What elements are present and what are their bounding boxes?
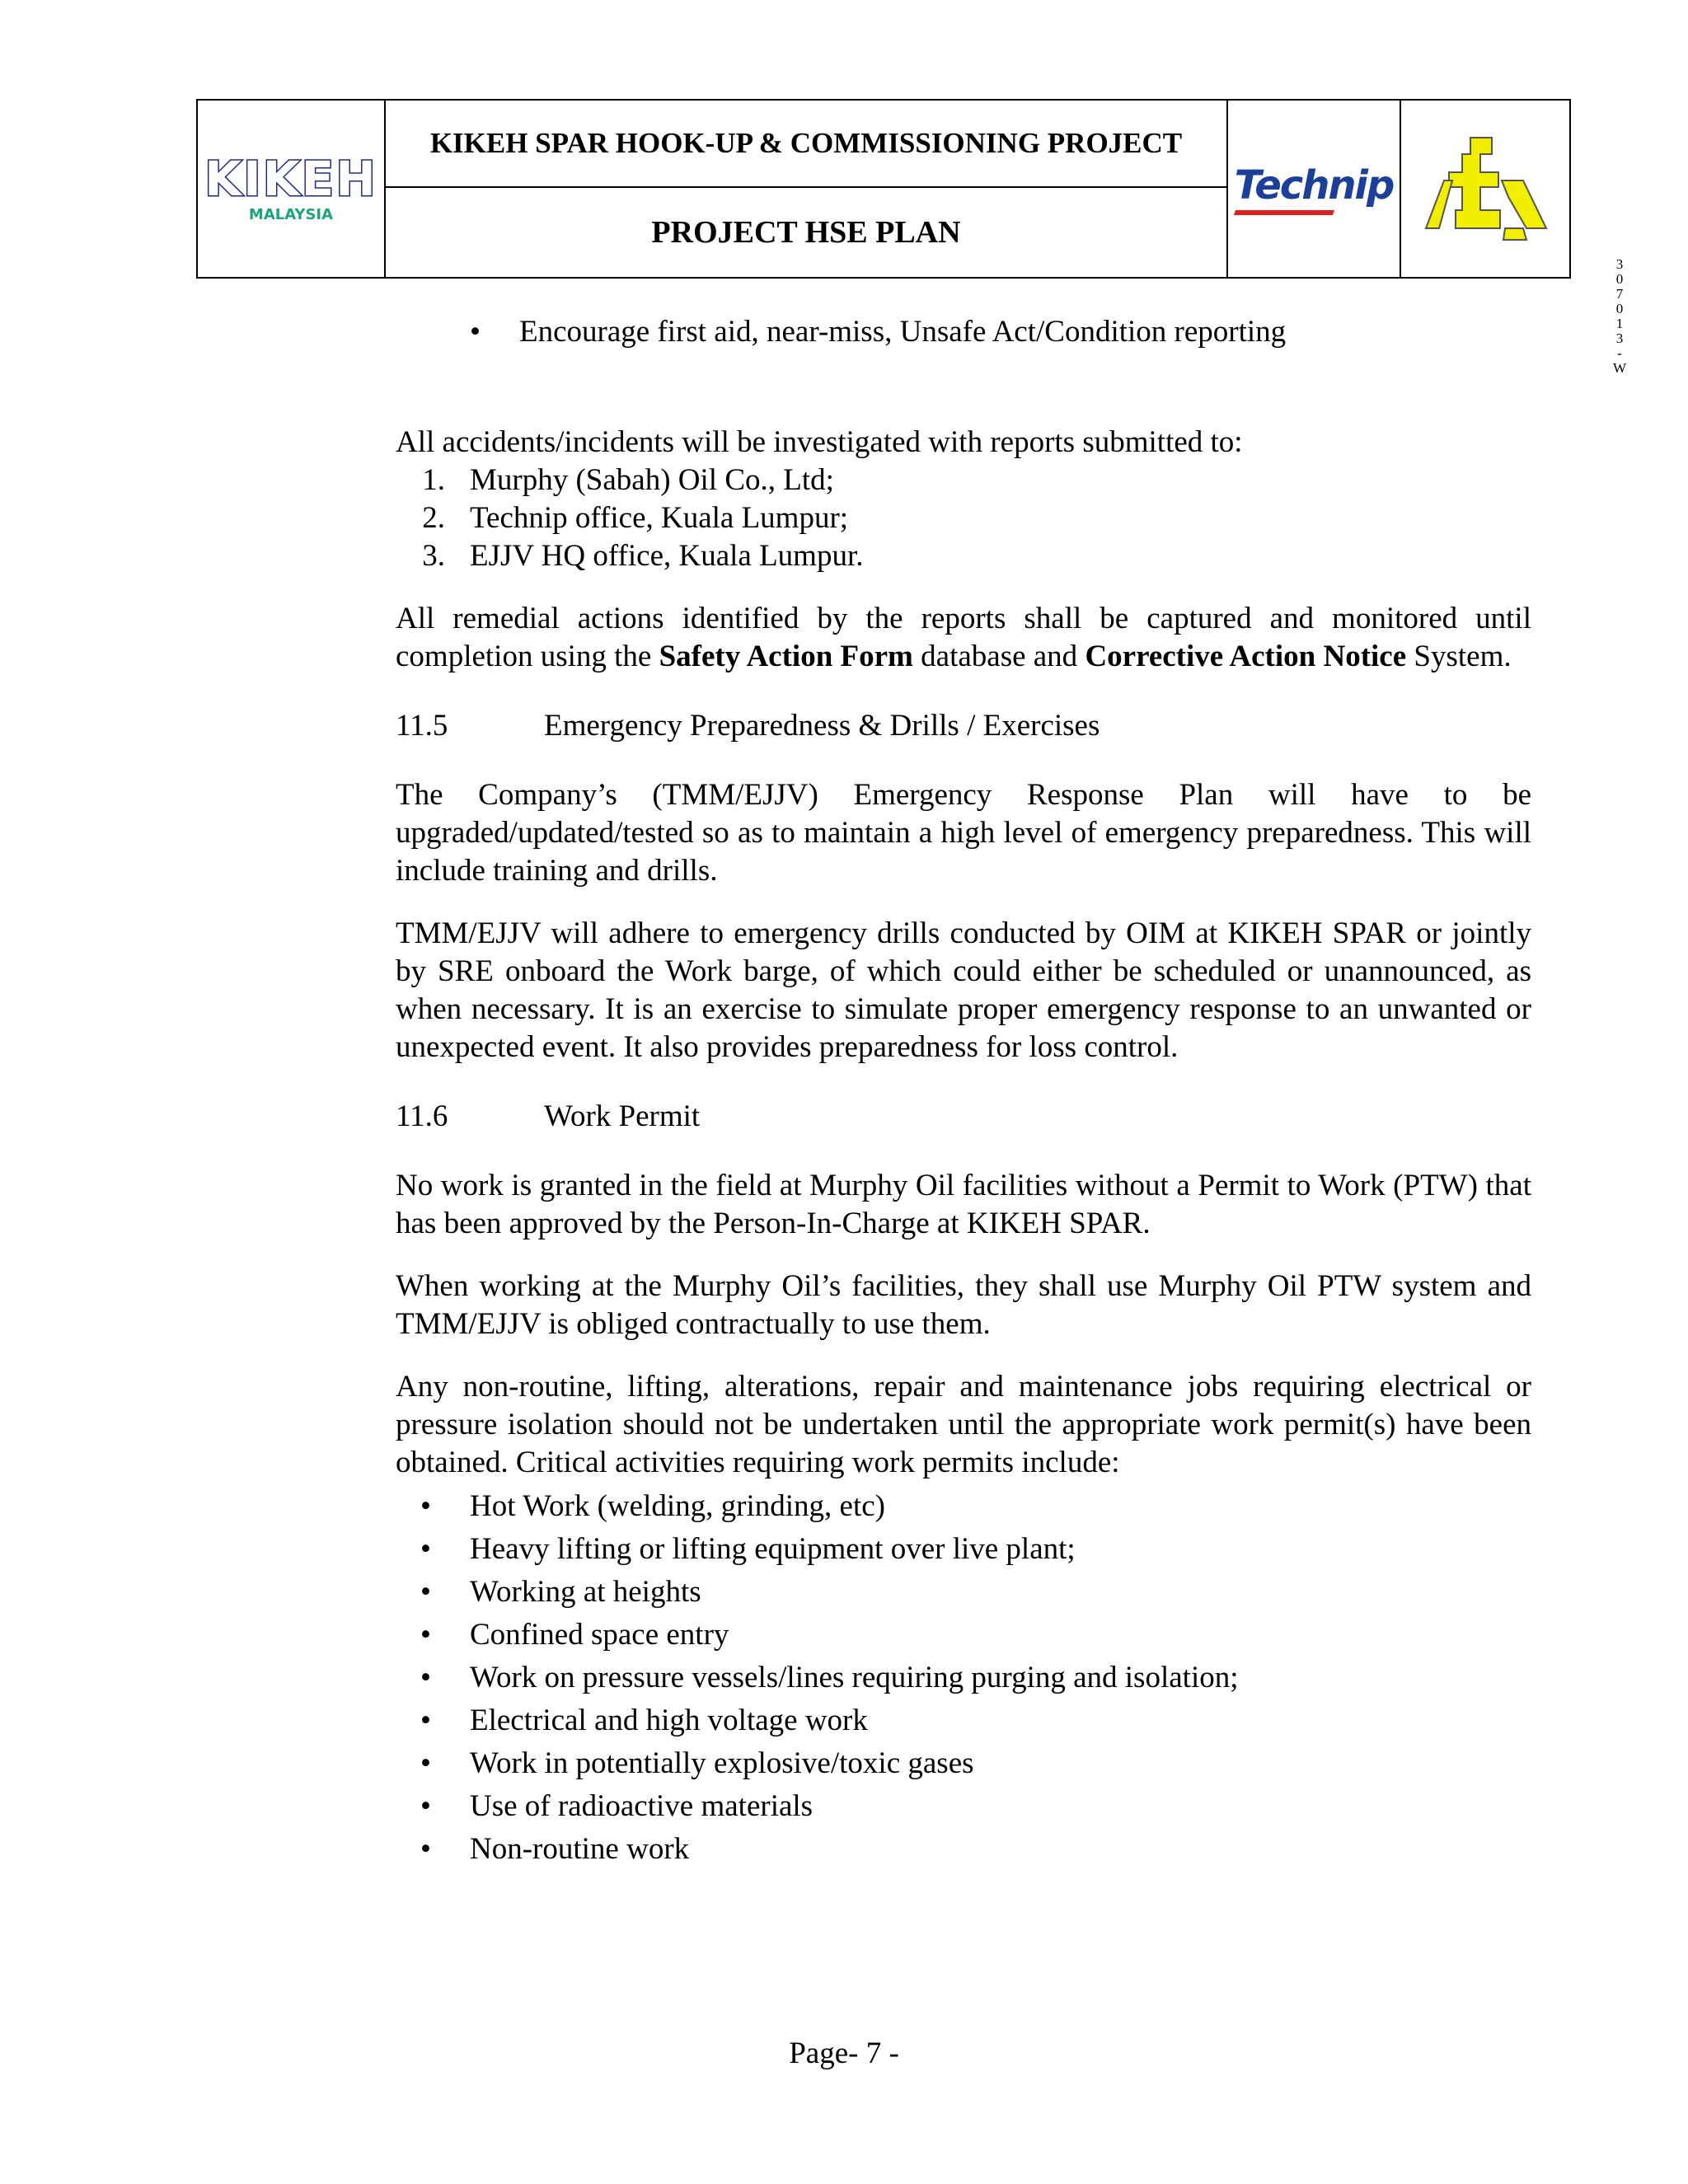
header-titles xyxy=(386,101,1228,277)
technip-logo-cell xyxy=(1228,101,1401,277)
side-code-char: 0 xyxy=(1615,301,1624,316)
top-bullet-text: Encourage first aid, near-miss, Unsafe Act/Condition reporting xyxy=(519,315,1287,349)
list-number: 2. xyxy=(422,501,445,535)
section-title: Work Permit xyxy=(544,1099,701,1133)
remedial-paragraph xyxy=(396,600,1531,676)
technip-logo-bar xyxy=(1234,210,1334,215)
side-code-char: W xyxy=(1612,360,1627,376)
section-number: 11.5 xyxy=(396,709,448,743)
section-number: 11.6 xyxy=(396,1099,448,1133)
kikeh-logo-cell xyxy=(198,101,386,277)
document-body xyxy=(396,313,1531,1871)
side-code-char: 7 xyxy=(1615,286,1624,302)
section-title: Emergency Preparedness & Drills / Exercises xyxy=(544,709,1100,743)
side-code-char: 0 xyxy=(1615,271,1624,287)
list-text: Work on pressure vessels/lines requiring purging and isolation; xyxy=(470,1661,1239,1694)
side-code-char: 3 xyxy=(1615,330,1624,346)
bullet-icon: • xyxy=(420,1489,431,1523)
technip-logo xyxy=(1235,162,1394,215)
list-item xyxy=(420,1828,1531,1871)
plan-title: PROJECT HSE PLAN xyxy=(651,215,961,250)
kikeh-logo xyxy=(204,150,377,223)
list-text: Heavy lifting or lifting equipment over live plant; xyxy=(470,1532,1076,1566)
list-item xyxy=(420,1785,1531,1828)
list-item xyxy=(420,1571,1531,1614)
list-item xyxy=(420,1528,1531,1571)
list-number: 1. xyxy=(422,463,445,497)
page-number: Page- 7 - xyxy=(789,2036,899,2070)
bullet-icon: • xyxy=(420,1746,431,1780)
list-text: Technip office, Kuala Lumpur; xyxy=(470,501,849,535)
kikeh-logo-subtext: MALAYSIA xyxy=(248,205,334,223)
drills-paragraph: TMM/EJJV will adhere to emergency drills conducted by OIM at KIKEH SPAR or jointly by SRE onboard the Work barge, of which could either be scheduled or unannounced, as when necessary. It is an exercise to simulate proper emergency response to an unwanted or unexpected event. It also provides preparedness for loss control. xyxy=(396,916,1531,1064)
list-item xyxy=(420,1657,1531,1699)
list-text: EJJV HQ office, Kuala Lumpur. xyxy=(470,539,864,573)
side-document-code xyxy=(1611,257,1628,376)
list-item xyxy=(420,1485,1531,1528)
list-number: 3. xyxy=(422,539,445,573)
investigation-intro: All accidents/incidents will be investigated with reports submitted to: xyxy=(396,425,1243,459)
project-title: KIKEH SPAR HOOK-UP & COMMISSIONING PROJECT xyxy=(386,101,1226,188)
remedial-text: All remedial actions identified by the reports shall be captured and monitored until completion using the xyxy=(396,602,1531,673)
list-item xyxy=(420,1699,1531,1742)
list-text: Electrical and high voltage work xyxy=(470,1704,868,1737)
nonroutine-paragraph: Any non-routine, lifting, alterations, repair and maintenance jobs requiring electrical or pressure isolation should not be undertaken until the appropriate work permit(s) have been obtained. Critical activities requiring work permits include: xyxy=(396,1370,1531,1479)
corrective-action-notice-term: Corrective Action Notice xyxy=(1085,640,1407,673)
side-code-char: 3 xyxy=(1615,256,1624,272)
list-text: Use of radioactive materials xyxy=(470,1789,814,1823)
list-item xyxy=(420,1614,1531,1657)
list-item xyxy=(420,1742,1531,1785)
safety-action-form-term: Safety Action Form xyxy=(659,640,913,673)
side-code-char: - xyxy=(1617,345,1622,361)
list-text: Hot Work (welding, grinding, etc) xyxy=(470,1489,885,1523)
bullet-icon: • xyxy=(420,1704,431,1737)
list-text: Non-routine work xyxy=(470,1832,690,1866)
remedial-text: database and xyxy=(912,640,1085,673)
murphy-ptw-paragraph: When working at the Murphy Oil’s facilities, they shall use Murphy Oil PTW system and TMM/EJJV is obliged contractually to use them. xyxy=(396,1269,1531,1341)
ejjv-logo-cell xyxy=(1401,101,1569,277)
bullet-icon: • xyxy=(470,315,481,349)
erp-paragraph: The Company’s (TMM/EJJV) Emergency Response Plan will have to be upgraded/updated/tested so as to maintain a high level of emergency preparedness. This will include training and drills. xyxy=(396,778,1531,888)
list-text: Confined space entry xyxy=(470,1618,729,1652)
list-item xyxy=(470,313,1531,351)
document-header xyxy=(196,99,1571,279)
bullet-icon: • xyxy=(420,1575,431,1609)
side-code-char: 1 xyxy=(1615,316,1624,331)
ptw-paragraph: No work is granted in the field at Murphy Oil facilities without a Permit to Work (PTW) that has been approved by the Person-In-Charge at KIKEH SPAR. xyxy=(396,1169,1531,1240)
ejjv-logo-icon xyxy=(1419,131,1551,246)
report-recipient-list xyxy=(396,462,1531,575)
permit-activities-list xyxy=(396,1485,1531,1871)
bullet-icon: • xyxy=(420,1618,431,1652)
list-text: Working at heights xyxy=(470,1575,701,1609)
bullet-icon: • xyxy=(420,1789,431,1823)
bullet-icon: • xyxy=(420,1661,431,1694)
remedial-text: System. xyxy=(1406,640,1512,673)
list-item xyxy=(396,462,1531,499)
list-text: Murphy (Sabah) Oil Co., Ltd; xyxy=(470,463,834,497)
bullet-icon: • xyxy=(420,1832,431,1866)
kikeh-logo-text: KIKEH xyxy=(204,150,377,207)
list-text: Work in potentially explosive/toxic gases xyxy=(470,1746,974,1780)
technip-logo-text: Technip xyxy=(1234,162,1394,209)
list-item xyxy=(396,537,1531,575)
section-heading-11-6 xyxy=(396,1098,1531,1136)
section-heading-11-5 xyxy=(396,707,1531,745)
bullet-icon: • xyxy=(420,1532,431,1566)
list-item xyxy=(396,499,1531,537)
